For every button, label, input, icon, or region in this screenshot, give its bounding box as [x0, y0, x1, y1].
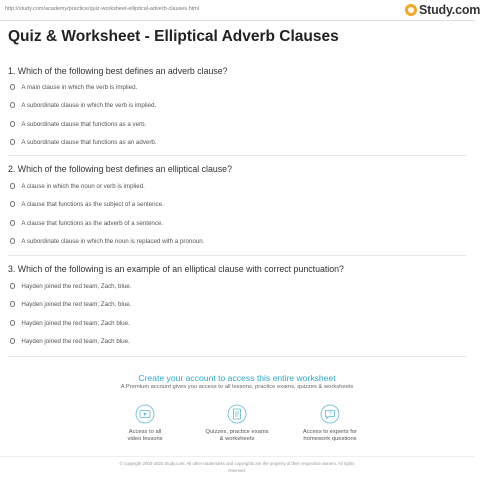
answer-label: A subordinate clause that functions as a verb.: [21, 120, 147, 128]
answer-option[interactable]: [10, 181, 145, 191]
feature-label: Access to experts for: [302, 429, 358, 435]
feature-label: Access to all: [128, 429, 162, 435]
answer-label: Hayden joined the red team, Zach, blue.: [21, 282, 132, 290]
answer-label: A subordinate clause that functions as an adverb.: [21, 138, 157, 146]
footer-divider: [0, 456, 474, 457]
radio-icon[interactable]: [10, 283, 15, 288]
feature-experts: [290, 404, 370, 443]
radio-icon[interactable]: [10, 102, 15, 107]
answer-option[interactable]: [10, 236, 204, 246]
feature-label: & worksheets: [219, 436, 255, 442]
answer-label: Hayden joined the red team, Zach blue.: [21, 337, 130, 345]
answer-option[interactable]: [10, 82, 137, 92]
feature-quizzes: [197, 404, 277, 443]
header-divider: [0, 20, 474, 21]
answer-option[interactable]: [10, 281, 131, 291]
page-url: http://study.com/academy/practice/quiz-worksheet-elliptical-adverb-clauses.html: [5, 6, 200, 12]
radio-icon[interactable]: [10, 338, 15, 343]
answer-label: A subordinate clause in which the verb is implied.: [21, 101, 157, 109]
answer-label: Hayden joined the red team; Zach blue.: [21, 319, 130, 327]
answer-label: A clause that functions as the subject of a sentence.: [21, 200, 164, 208]
answer-label: A subordinate clause in which the noun is replaced with a pronoun.: [21, 237, 205, 245]
answer-label: A clause in which the noun or verb is implied.: [21, 182, 145, 190]
copyright-line: © copyright 2003-2020 Study.com. All other trademarks and copyrights are the property of their respective owners. All rights: [119, 461, 355, 466]
answer-option[interactable]: [10, 336, 130, 346]
radio-icon[interactable]: [10, 183, 15, 188]
quiz-worksheet-icon: [227, 404, 247, 424]
answer-option[interactable]: [10, 137, 157, 147]
answer-option[interactable]: [10, 199, 164, 209]
answer-option[interactable]: [10, 218, 163, 228]
radio-icon[interactable]: [10, 121, 15, 126]
feature-label: Quizzes, practice exams: [205, 429, 269, 435]
copyright-line: reserved.: [228, 467, 246, 473]
logo-icon: [405, 4, 417, 16]
question-1: 1. Which of the following best defines an adverb clause?: [8, 66, 228, 76]
answer-label: A clause that functions as the adverb of a sentence.: [21, 219, 164, 227]
radio-icon[interactable]: [10, 84, 15, 89]
answer-option[interactable]: [10, 100, 156, 110]
question-2: 2. Which of the following best defines an elliptical clause?: [8, 164, 232, 174]
video-lesson-icon: [135, 404, 155, 424]
page-title: Quiz & Worksheet - Elliptical Adverb Clauses: [8, 28, 339, 45]
header: [0, 0, 480, 20]
radio-icon[interactable]: [10, 139, 15, 144]
divider: [8, 155, 466, 156]
feature-label: video lessons: [127, 436, 163, 442]
radio-icon[interactable]: [10, 220, 15, 225]
logo-text: Study.com: [419, 3, 480, 17]
radio-icon[interactable]: [10, 320, 15, 325]
answer-label: Hayden joined the red team; Zach, blue.: [21, 300, 132, 308]
premium-description: A Premium account gives you access to all lessons, practice exams, quizzes & worksheets: [120, 384, 354, 390]
create-account-link[interactable]: Create your account to access this entire worksheet: [138, 373, 336, 383]
radio-icon[interactable]: [10, 201, 15, 206]
answer-option[interactable]: [10, 119, 146, 129]
answer-label: A main clause in which the verb is implied.: [21, 83, 138, 91]
svg-text:?: ?: [328, 411, 332, 418]
study-logo[interactable]: [405, 3, 480, 17]
expert-chat-icon: [320, 404, 340, 424]
radio-icon[interactable]: [10, 238, 15, 243]
divider: [8, 356, 466, 357]
feature-video-lessons: [105, 404, 185, 443]
feature-label: homework questions: [303, 436, 357, 442]
answer-option[interactable]: [10, 318, 130, 328]
question-3: 3. Which of the following is an example of an elliptical clause with correct punctuation?: [8, 264, 344, 274]
answer-option[interactable]: [10, 299, 131, 309]
divider: [8, 255, 466, 256]
radio-icon[interactable]: [10, 301, 15, 306]
copyright-footer: [0, 461, 474, 474]
